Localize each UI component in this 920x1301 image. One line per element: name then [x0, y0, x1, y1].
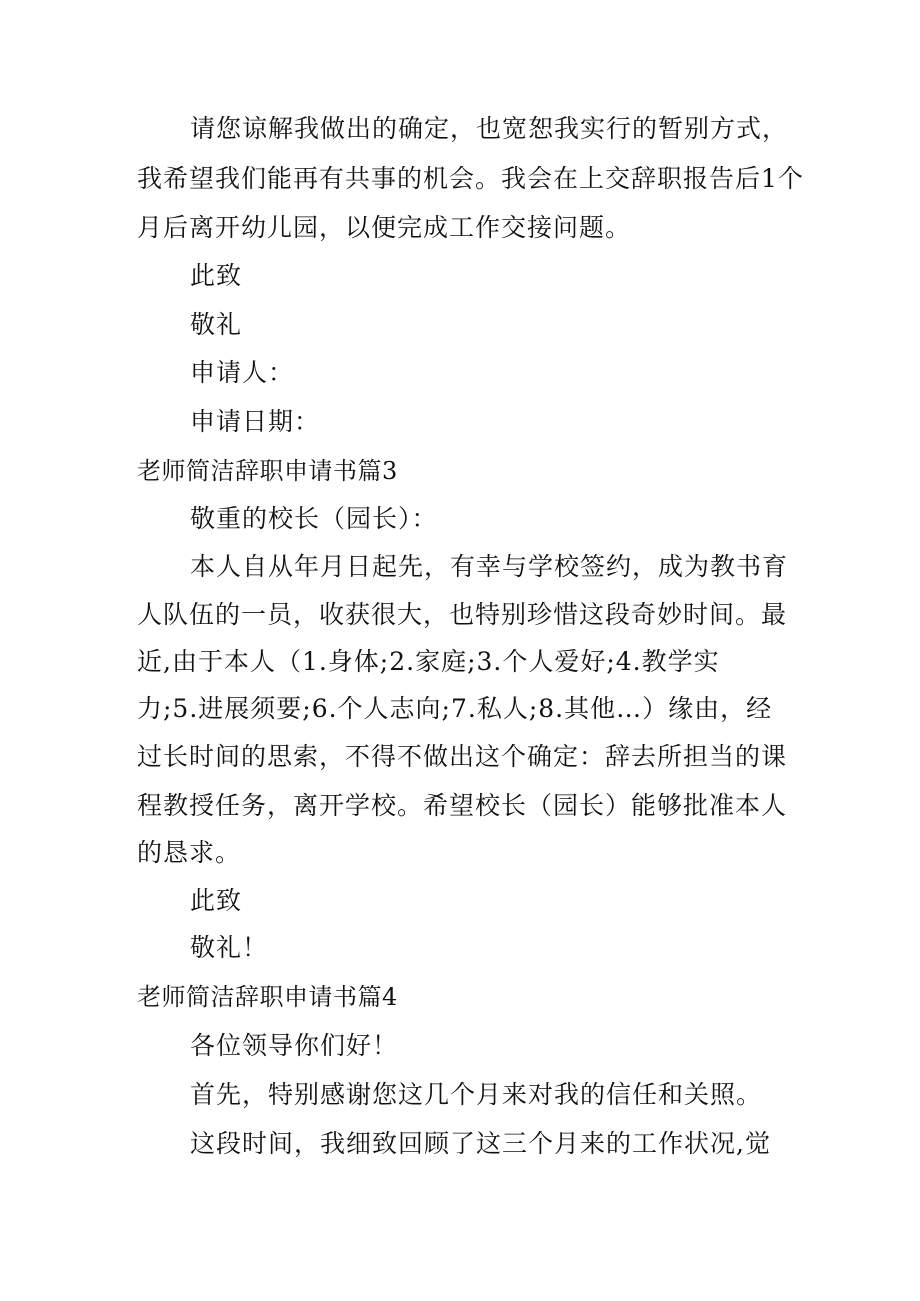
paragraph-line: 我希望我们能再有共事的机会。我会在上交辞职报告后1个: [137, 164, 804, 193]
paragraph-line: 的恳求。: [137, 838, 242, 867]
date-label: 申请日期：: [190, 407, 321, 436]
salutation: 各位领导你们好！: [190, 1031, 399, 1060]
paragraph-line: 月后离开幼儿园，以便完成工作交接问题。: [137, 213, 632, 242]
paragraph-line: 人队伍的一员，收获很大，也特别珍惜这段奇妙时间。最: [137, 600, 788, 629]
closing-cizhi: 此致: [190, 886, 243, 915]
salutation: 敬重的校长（园长）：: [190, 504, 438, 533]
applicant-label: 申请人：: [190, 358, 295, 387]
section-heading-4: 老师简洁辞职申请书篇4: [137, 983, 398, 1011]
paragraph-line: 请您谅解我做出的确定，也宽恕我实行的暂别方式，: [190, 114, 789, 143]
paragraph-line: 力;5.进展须要;6.个人志向;7.私人;8.其他…）缘由，经: [137, 694, 773, 723]
section-heading-3: 老师简洁辞职申请书篇3: [137, 457, 398, 485]
paragraph-line: 首先，特别感谢您这几个月来对我的信任和关照。: [190, 1080, 763, 1109]
paragraph-line: 这段时间，我细致回顾了这三个月来的工作状况,觉: [190, 1129, 771, 1158]
paragraph-line: 近,由于本人（1.身体;2.家庭;3.个人爱好;4.教学实: [137, 647, 720, 676]
closing-cizhi: 此致: [190, 261, 243, 290]
paragraph-line: 程教授任务，离开学校。希望校长（园长）能够批准本人: [137, 791, 788, 820]
paragraph-line: 本人自从年月日起先，有幸与学校签约，成为教书育: [190, 552, 789, 581]
paragraph-line: 过长时间的思索，不得不做出这个确定：辞去所担当的课: [137, 742, 788, 771]
closing-jingli: 敬礼: [190, 310, 243, 339]
closing-jingli: 敬礼！: [190, 933, 269, 962]
